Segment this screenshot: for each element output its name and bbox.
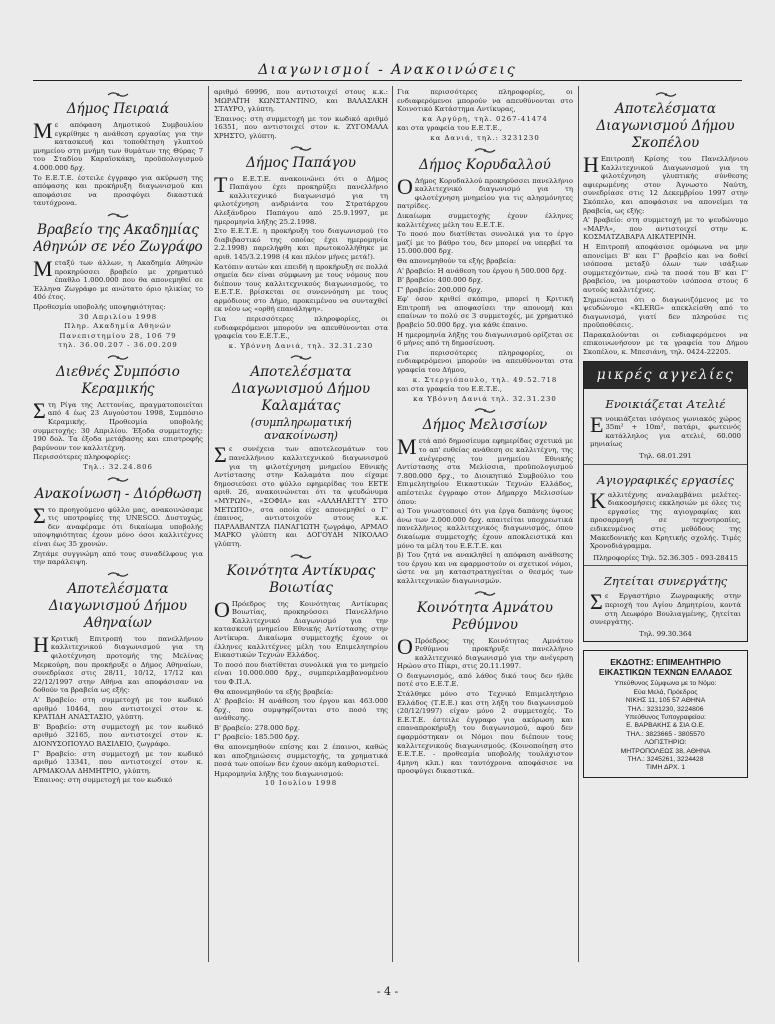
classified-text [590, 487, 741, 551]
classified-text [590, 411, 741, 449]
article-title: Δήμος Μελισσίων [422, 417, 548, 434]
paragraph-text: κ. Υβόννη Δανιά, τηλ. 32.31.230 [228, 341, 374, 350]
column-divider [578, 86, 579, 962]
paragraph-text: Έπαινος: στη συμμετοχή με τον κωδικό [33, 776, 173, 785]
publisher-line: Εύα Μελά, Πρόεδρος [633, 688, 698, 696]
article [33, 354, 203, 472]
article-title: Κοινότητα Αντίκυρας Βοιωτίας [226, 562, 376, 596]
paragraph-text: κα Αργύρη, τηλ. 0267-41474 [422, 114, 548, 123]
column-1 [33, 88, 203, 962]
paragraph-text: Ζητάμε συγγνώμη από τους συναδέλφους για την παράλειψη. [33, 549, 203, 567]
paragraph-text: αριθμό 69996, που αντιστοιχεί στους κ.κ.: ΜΩΡΑΪΤΗ ΚΩΝΣΤΑΝΤΙΝΟ, και ΒΑΛΑΣΑΚΗ ΣΤΑΥΡΟ, γλύπτη. [214, 88, 388, 114]
section-title: Διαγωνισμοί - Ανακοινώσεις [258, 62, 517, 78]
article [583, 91, 748, 357]
paragraph-text: ο Ε.Ε.Τ.Ε. ανακοινώνει ότι ο Δήμος Παπάγου έχει προκηρύξει πανελλήνιο καλλιτεχνικό διαγωνισμό για τη φιλοτέχνηση ανδριάντα του Στρατάρχου Αλεξάνδρου Παπάγου από 25.9.1997, με ημερομηνία λήξης 25.2.1998. [214, 174, 388, 226]
paragraph-text: Σημειώνεται ότι ο διαγωνιζόμενος με το ψευδώνυμο «KLERG» απεκλείσθη από το διαγωνισμό, γιατί δεν πληρούσε τις προϋποθέσεις. [583, 295, 748, 330]
ornament-icon [33, 571, 203, 580]
paragraph-text: Το ποσό που διατίθεται συνολικά για το μνημείο είναι 10.000.000 δρχ., συμπεριλαμβανομένου του Φ.Π.Α. [214, 660, 388, 686]
article-paragraph [214, 442, 388, 548]
publisher-line: ΝΙΚΗΣ 11, 105 57 ΑΘΗΝΑ [625, 697, 706, 705]
publisher-line: ΤΗΛ.: 3823665 - 3805570 [626, 730, 705, 738]
article-paragraph [33, 303, 203, 312]
paragraph-text: Ο διαγωνισμός, από λάθος δικό τους δεν ήλθε ποτέ στο Ε.Ε.Τ.Ε. [397, 671, 573, 689]
paragraph-text: το προηγούμενο φύλλο μας, ανακοινώσαμε τις υποτροφίες της UNESCO. Δυστυχώς, δεν αναφέραμε ότι δικαίωμα υποβολής υποψηφιότητας έχουν μόνο όσοι καλλιτέχνες είναι έως 35 χρονών. [33, 505, 203, 548]
article-paragraph [583, 296, 748, 330]
article-paragraph [214, 743, 388, 769]
drop-cap: Η [33, 631, 49, 657]
publisher-title: ΕΚΔΟΤΗΣ: ΕΠΙΜΕΛΗΤΗΡΙΟ ΕΙΚΑΣΤΙΚΩΝ ΤΕΧΝΩΝ ΕΛΛΑΔΟΣ [598, 657, 733, 678]
classified-ad [584, 389, 747, 465]
drop-cap: Ο [397, 173, 413, 199]
article-paragraph [214, 770, 388, 779]
paragraph-text: Πρόεδρος της Κοινότητας Αμνάτου Ρεθύμνου προκήρυξε πανελλήνιο καλλιτεχνικό διαγωνισμό για την ανέγερση Ηρώου στο Πίκρι, στις 20.11.1997. [397, 636, 573, 671]
paragraph-text: Θα απονεμηθούν τα εξής βραβεία: [397, 256, 517, 265]
article-paragraph [397, 286, 573, 295]
article-title: Δήμος Πειραιά [66, 101, 170, 117]
article-title: Δήμος Παπάγου [246, 154, 356, 171]
column-3 [397, 88, 573, 962]
article-paragraph [397, 212, 573, 229]
paragraph-text: ετά από δημοσίευμα εφημερίδας σχετικά με το απ' ευθείας ανάθεση σε καλλιτέχνη, της ανέγερσης του μνημείου Εθνικής Αντίστασης στα Μελίσσια, προϋπολογισμού 7.800.000 δρχ., το Διοικητικό Συμβούλιο του Επιμελητηρίου Εικαστικών Τεχνών Ελλάδος, απέστειλε έγγραφο στον Δήμαρχο Μελισσίων όπου: [397, 437, 573, 506]
article-paragraph [33, 723, 203, 749]
article-paragraph [214, 115, 388, 141]
ornament-icon [33, 476, 203, 485]
publisher-lines [589, 680, 742, 772]
paragraph-text: Επιτροπή Κρίσης του Πανελλήνιου Καλλιτεχνικού Διαγωνισμού για τη φιλοτέχνηση γλυπτικής σύνθεσης αφιερωμένης στον Άγνωστο Ναύτη, συνεδρίασε στις 12 Δεκεμβρίου 1997 στην Σκόπελο, και αποφάσισε να απονείμει τα βραβεία, ως εξής: [583, 155, 748, 215]
article [214, 88, 388, 141]
drop-cap: Κ [590, 487, 606, 513]
classifieds-list [584, 389, 747, 642]
classified-body: αλλιτέχνης αναλαμβάνει μελέτες-διακοσμήσεις εκκλησιών με όλες τις εργασίες της αγιογραφίας και προσαρμογή σε τεχνοτροπίες, ειδικευμένος στις μεθόδους της Μακεδονικής και Κρητικής σχολής. Τιμές Χρονοδιάγραμμα. [590, 490, 741, 551]
classified-title: Αγιογραφικές εργασίες [597, 472, 734, 487]
ornament-icon [214, 553, 388, 562]
article-paragraph [214, 661, 388, 687]
article [397, 590, 573, 777]
paragraph-text: Στάλθηκε μόνο στο Τεχνικό Επιμελητήριο Ελλάδος (Τ.Ε.Ε.) και στη λήξη του διαγωνισμού (20/12/1997) είχαν μόνο 2 συμμετοχές. Το Ε.Ε.Τ.Ε. έστειλε έγγραφο για ακύρωση και επαναπροκήρυξη του διαγωνισμού, αφού δεν εφαρμόστηκαν οι Νόμοι που διέπουν τους καλλιτεχνικούς διαγωνισμούς. (Κοινοποίηση στο Ε.Ε.Τ.Ε. - προθεσμία υποβολής τουλάχιστον 4μηνη κλπ.) και ταυτόχρονα αποφάσισε να προσφύγει δικαστικά. [397, 690, 573, 776]
article-paragraph [214, 724, 388, 733]
paragraph-text: Ημερομηνία λήξης του διαγωνισμού: [214, 769, 344, 778]
drop-cap: Ε [590, 411, 604, 437]
article-title: Διεθνές Συμπόσιο Κεραμικής [56, 363, 180, 397]
classified-body: ε Εργαστήριο Ζωγραφικής στην περιοχή του Αγίου Δημητρίου, κοντά στη Λεωφόρο Βουλιαγμένης, ζητείται συνεργάτης. [590, 592, 741, 627]
classified-ad [584, 465, 747, 567]
paragraph-text: και στα γραφεία του Ε.Ε.Τ.Ε., [397, 385, 502, 394]
publisher-line: Υπεύθυνος Σύμφωνα με το Νόμο: [614, 680, 717, 688]
drop-cap: Ο [397, 633, 413, 659]
article [397, 88, 573, 143]
article-paragraph [397, 124, 573, 133]
article-paragraph [397, 385, 573, 394]
article [214, 354, 388, 548]
article-paragraph [397, 134, 573, 143]
paragraph-text: Για περισσότερες πληροφορίες, οι ενδιαφερόμενοι μπορούν να απευθύνονται στο Κοινοτικό Κατάστημα Αντίκυρας, [397, 88, 573, 114]
paragraph-text: εταξύ των άλλων, η Ακαδημία Αθηνών προκηρύσσει βραβείο με χρηματικό έπαθλο 1.000.000 που θα απονεμηθεί σε Έλληνα Ζωγράφο με ανώτατο όριο ηλικίας το 40ό έτος. [33, 258, 203, 302]
header-rule [33, 80, 742, 81]
article-paragraph [214, 171, 388, 227]
article-paragraph [214, 779, 388, 788]
paragraph-text: Δικαίωμα συμμετοχής έχουν έλληνες καλλιτέχνες μέλη του Ε.Ε.Τ.Ε. [397, 211, 573, 229]
article [33, 212, 203, 350]
paragraph-text: τηλ. 36.00.207 - 36.00.209 [58, 341, 178, 350]
publisher-line: ΤΗΛ.: 3245261, 3224428 [627, 756, 704, 763]
column-divider [392, 86, 393, 962]
drop-cap: Ο [214, 596, 230, 622]
paragraph-text: Πληρ. Ακαδημία Αθηνών [64, 322, 172, 331]
classifieds-box [583, 361, 748, 643]
article-paragraph [214, 263, 388, 315]
article-paragraph [214, 596, 388, 660]
publisher-box [583, 650, 748, 777]
article-paragraph [397, 267, 573, 276]
ornament-icon [214, 145, 388, 154]
paragraph-text: Α' βραβείο: Η ανάθεση του έργου και 463.000 δρχ., που συμψηφίζονται στο ποσό της ανάθεσης. [214, 697, 388, 723]
article [214, 145, 388, 351]
paragraph-text: Α' βραβείο: Η ανάθεση του έργου ή 500.000 δρχ. [397, 266, 567, 275]
article-paragraph [33, 750, 203, 776]
article-paragraph [397, 672, 573, 689]
classified-body: νοικιάζεται ισόγειος γωνιακός χώρος 35m² + 10m², πατάρι, φωτεινός κατάλληλος για ατελιέ, 60.000 μηνιαίως [590, 414, 741, 449]
article-paragraph [214, 315, 388, 341]
paragraph-text: κα Υβόννη Δανιά τηλ. 32.31.230 [413, 394, 557, 403]
paragraph-text: Θα απονεμηθούν τα εξής βραβεία: [214, 687, 334, 696]
paragraph-text: ε απόφαση Δημοτικού Συμβουλίου εγκρίθηκε η ανάθεση εργασίας για την κατασκευή και τοποθέτηση γλυπτού μνημείου στη μνήμη των θυμάτων της Θύρας 7 του Σταδίου Καραϊσκάκη, προϋπολογισμού 4.000.000 δρχ. [33, 121, 203, 172]
page-number: - 4 - [376, 985, 399, 998]
classifieds-header: μικρές αγγελίες [584, 362, 747, 389]
article-title: Αποτελέσματα Διαγωνισμού Δήμου Καλαμάτας [231, 364, 371, 415]
classified-text [590, 589, 741, 627]
article-paragraph [397, 395, 573, 404]
article-paragraph [33, 696, 203, 722]
paragraph-text: Για περισσότερες πληροφορίες, οι ενδιαφερόμενοι μπορούν να απευθύνονται στα γραφεία του Ε.Ε.Τ.Ε., [214, 315, 388, 341]
article-title: Αποτελέσματα Διαγωνισμού Δήμου Αθηναίων [48, 580, 188, 631]
drop-cap: Τ [214, 171, 228, 197]
article-subtitle: (συμπληρωματική ανακοίνωση) [250, 416, 352, 443]
paragraph-text: 10 Ιουλίου 1998 [264, 779, 338, 788]
article-paragraph [397, 551, 573, 585]
ornament-icon [397, 147, 573, 156]
article-paragraph [397, 230, 573, 256]
article-paragraph [33, 453, 203, 462]
article [397, 147, 573, 404]
article-paragraph [397, 295, 573, 329]
drop-cap: Μ [397, 434, 417, 460]
ornament-icon [33, 91, 203, 100]
paragraph-text: κα Δανιά, τηλ.: 3231230 [430, 133, 540, 142]
ornament-icon [397, 407, 573, 416]
article-title: Δήμος Κορυδαλλού [419, 156, 551, 173]
column-4-articles [583, 91, 748, 357]
article-paragraph [583, 216, 748, 242]
article [397, 407, 573, 585]
paragraph-text: και στα γραφεία του Ε.Ε.Τ.Ε., [397, 124, 502, 133]
paragraph-text: Το ποσό που διατίθεται συνολικά για το έργο μαζί με το βάθρο του, δεν μπορεί να υπερβεί τα 15.000.000 δρχ. [397, 230, 573, 256]
article-paragraph [397, 173, 573, 211]
ornament-icon [397, 590, 573, 599]
article [214, 553, 388, 788]
article-paragraph [214, 227, 388, 261]
article-title: Κοινότητα Αμνάτου Ρεθύμνου [417, 599, 553, 633]
article-paragraph [583, 331, 748, 357]
paragraph-text: 30 Απριλίου 1998 [78, 312, 158, 321]
paragraph-text: Β' βραβείο: 400.000 δρχ. [397, 276, 484, 285]
article-paragraph [33, 313, 203, 322]
article-title: Ανακοίνωση - Διόρθωση [34, 485, 202, 502]
article-paragraph [583, 243, 748, 295]
paragraph-text: Πρόεδρος της Κοινότητας Αντίκυρας Βοιωτίας, προκηρύσσει Πανελλήνιο Καλλιτεχνικό Διαγωνισμό για την κατασκευή μνημείου Εθνικής Αντίστασης στην Αντίκυρα. Δικαίωμα συμμετοχής έχουν οι έλληνες καλλιτέχνες μέλη του Επιμελητηρίου Εικαστικών Τεχνών Ελλάδος. [214, 599, 388, 660]
article-paragraph [33, 550, 203, 567]
article-paragraph [397, 633, 573, 671]
ornament-icon [33, 212, 203, 221]
paragraph-text: Παρακαλούνται οι ενδιαφερόμενοι να επικοινωνήσουν με τα γραφεία του Δήμου Σκοπέλου, κ. Μπεσιάνη, τηλ. 0424-22205. [583, 330, 748, 357]
paragraph-text: Έπαινος: στη συμμετοχή με τον κωδικό αριθμό 16351, που αντιστοιχεί στον κ. ΖΥΓΟΜΑΛΑ ΧΡΗΣΤΟ, γλύπτη. [214, 114, 388, 140]
ornament-icon [33, 354, 203, 363]
drop-cap: Μ [33, 118, 53, 143]
classified-phone: Τηλ. 99.30.364 [639, 629, 692, 638]
article-paragraph [214, 88, 388, 114]
paragraph-text: Για περισσότερες πληροφορίες, οι ενδιαφερόμενοι μπορούν να απευθύνονται στα γραφεία του Δήμου, [397, 348, 573, 375]
classified-phone: Πληροφορίες Τηλ. 52.36.305 - 093-28415 [593, 553, 738, 562]
article-paragraph [397, 507, 573, 550]
article-paragraph [214, 342, 388, 351]
article-title: Βραβείο της Ακαδημίας Αθηνών σε νέο Ζωγράφο [33, 221, 203, 255]
paragraph-text: Η ημερομηνία λήξης του διαγωνισμού ορίζεται σε 6 μήνες από τη δημοσίευση. [397, 330, 573, 348]
column-2 [214, 88, 388, 962]
paragraph-text: β) Του ζητά να ανακληθεί η απόφαση ανάθεσης του έργου και να εφαρμοστούν οι σχετικοί νόμοι, ώστε να μη καταστρατηγείται ο θεσμός των καλλιτεχνικών διαγωνισμών. [397, 551, 573, 585]
paragraph-text: τη Ρίγα της Λεττονίας, πραγματοποιείται από 4 έως 23 Αυγούστου 1998, Συμπόσιο Κεραμικής. Προθεσμία υποβολής συμμετοχής: 30 Απριλίου. Έξοδα συμμετοχής: 190 δολ. Τα έξοδα μετάβασης και επιστροφής βαρύνουν τον καλλιτέχνη. [33, 400, 203, 452]
article-paragraph [214, 733, 388, 742]
paragraph-text: Πανεπιστημίου 28, 106 79 [59, 331, 177, 340]
paragraph-text: Α' Βραβείο: στη συμμετοχή με τον κωδικό αριθμό 10464, που αντιστοιχεί στον κ. ΚΡΑΤΙΔΗ ΑΝΑΣΤΑΣΙΟ, γλύπτη. [33, 695, 203, 722]
article-paragraph [33, 397, 203, 453]
article-paragraph [397, 376, 573, 385]
paragraph-text: Γ' βραβείο: 185.500 δρχ. [214, 733, 300, 742]
paragraph-text: Προθεσμία υποβολής υποψηφιότητας: [33, 302, 166, 311]
paragraph-text: Γ' Βραβείο: στη συμμετοχή με τον κωδικό αριθμό 13341, που αντιστοιχεί στον κ. ΑΡΜΑΚΟΛΑ ΔΗΜΗΤΡΙΟ, γλύπτη. [33, 749, 203, 775]
article-paragraph [214, 697, 388, 723]
classified-phone: Τηλ. 68.01.291 [639, 452, 692, 461]
ornament-icon [583, 91, 748, 100]
article-paragraph [33, 631, 203, 695]
paragraph-text: Τηλ.: 32.24.806 [83, 463, 153, 472]
paragraph-text: κ. Στεργιόπουλο, τηλ. 49.52.718 [412, 375, 558, 384]
classified-title: Ενοικιάζεται Ατελιέ [605, 396, 726, 411]
article-paragraph [33, 502, 203, 549]
paragraph-text: α) Του γνωστοποιεί ότι για έργα δαπάνης ύψους άνω των 2.000.000 δρχ. απαιτείται υποχρεωτικά πανελλήνιος καλλιτεχνικός διαγωνισμός, όπου δικαίωμα συμμετοχής έχουν αποκλειστικά και μόνο τα μέλη του Ε.Ε.Τ.Ε. και [397, 507, 573, 550]
article-paragraph [33, 118, 203, 173]
drop-cap: Σ [33, 397, 46, 423]
article [33, 91, 203, 208]
article-paragraph [33, 463, 203, 472]
drop-cap: Μ [33, 255, 53, 281]
article-paragraph [33, 776, 203, 785]
paragraph-text: Κριτική Επιτροπή του πανελλήνιου καλλιτεχνικού διαγωνισμού για τη φιλοτέχνηση προτομής της Μελίνας Μερκούρη, που προκήρυξε ο Δήμος Αθηναίων, συνεδρίασε στις 28/11, 10/12, 17/12 και 22/12/1997 στην Αθήνα και αποφάσισαν να δοθούν τα βραβεία ως εξής: [33, 634, 203, 695]
article-paragraph [33, 174, 203, 208]
publisher-line: ΜΗΤΡΟΠΟΛΕΩΣ 38, ΑΘΗΝΑ [620, 747, 711, 755]
paragraph-text: Η Επιτροπή αποφάσισε ομόφωνα να μην απονείμει Β' και Γ' βραβείο και να δοθεί ισόποσα μεταξύ όλων των ισάξιων συμμετεχόντων, ενώ τα ποσά του Β' και Γ' βραβείου, να μοιραστούν ισόποσα στους 6 αυτούς καλλιτέχνες. [583, 242, 748, 294]
publisher-line: Υπεύθυνος Τυπογραφείου: [625, 713, 706, 721]
drop-cap: Σ [214, 442, 227, 468]
ornament-icon [214, 354, 388, 363]
paragraph-text: Εφ' όσον κριθεί σκόπιμο, μπορεί η Κριτική Επιτροπή να αποφασίσει την απονομή και επαίνων το πολύ σε 3 συμμετοχές, με χρηματικό βραβείο 50.000 δρχ. για κάθε έπαινο. [397, 295, 573, 330]
paragraph-text: Γ' βραβείο: 200.000 δρχ. [397, 285, 483, 294]
article-paragraph [397, 349, 573, 375]
drop-cap: Η [583, 152, 599, 177]
article-title: Αποτελέσματα Διαγωνισμού Δήμου Σκοπέλου [596, 101, 735, 151]
column-4 [583, 88, 748, 962]
article [33, 476, 203, 567]
article-paragraph [33, 341, 203, 350]
article-paragraph [397, 434, 573, 506]
publisher-line: ΤΗΛ.: 3231230, 3224806 [627, 705, 704, 713]
article-paragraph [397, 115, 573, 124]
article-paragraph [397, 331, 573, 348]
article-paragraph [397, 690, 573, 776]
paragraph-text: Δήμος Κορυδαλλού προκηρύσσει πανελλήνιο καλλιτεχνικό διαγωνισμό για τη φιλοτέχνηση μνημείου για τις αλησμόνητες πατρίδες. [397, 176, 573, 211]
paragraph-text: Β' Βραβείο: στη συμμετοχή με τον κωδικό αριθμό 32165, που αντιστοιχεί στον κ. ΔΙΟΝΥΣΟΠΟΥΛΟ ΒΑΣΙΛΕΙΟ, ζωγράφο. [33, 722, 203, 748]
drop-cap: Σ [590, 589, 603, 615]
article-paragraph [397, 276, 573, 285]
paragraph-text: Θα απονεμηθούν επίσης και 2 έπαινοι, καθώς και αποζημιώσεις συμμετοχής, τα χρηματικά ποσά των οποίων δεν έχουν ακόμη καθοριστεί. [214, 743, 388, 769]
column-divider [208, 86, 209, 962]
classified-title: Ζητείται συνεργάτης [603, 574, 728, 589]
article-paragraph [33, 332, 203, 341]
paragraph-text: Κατόπιν αυτών και επειδή η προκήρυξη σε πολλά σημεία δεν είναι σύμφωνη με τους νόμους που διέπουν τους καλλιτεχνικούς διαγωνισμούς, το Ε.Ε.Τ.Ε. βρίσκεται σε συνεννόηση με τους αρμόδιους στο Δήμο, προκειμένου να συνταχθεί εκ νέου ως «ορθή επανάληψη». [214, 262, 388, 314]
paragraph-text: Στο Ε.Ε.Τ.Ε. η προκήρυξη του διαγωνισμού (το διαβιβαστικό της οποίας έχει ημερομηνία 2.2.1998) παρελήφθη και πρωτοκολλήθηκε με αριθ. 145/3.2.1998 (4 και πλέον μήνες μετά!). [214, 227, 388, 261]
publisher-line: ΤΙΜΗ ΔΡΧ. 1 [645, 764, 686, 772]
drop-cap: Σ [33, 502, 46, 528]
article-paragraph [214, 688, 388, 697]
article-paragraph [583, 152, 748, 215]
classified-ad [584, 566, 747, 641]
article-paragraph [33, 322, 203, 331]
article-paragraph [397, 257, 573, 266]
paragraph-text: Α' βραβείο: στη συμμετοχή με το ψευδώνυμο «ΜΑΡΑ», που αντιστοιχεί στην κ. ΚΟΣΜΑΤΖΑΒΑΡΑ ΑΙΚΑΤΕΡΙΝΗ. [583, 216, 748, 242]
paragraph-text: Το Ε.Ε.Τ.Ε. έστειλε έγγραφο για ακύρωση της απόφασης και προκήρυξη διαγωνισμού και αποφάσισε να προσφύγει δικαστικά ταυτόχρονα. [33, 173, 203, 208]
article [33, 571, 203, 785]
paragraph-text: ε συνέχεια των αποτελεσμάτων του πανελλήνιου καλλιτεχνικού διαγωνισμού για τη φιλοτέχνηση μνημείου Εθνικής Αντίστασης στην Καλαμάτα που είχαμε δημοσιεύσει στο φύλλο εφημερίδας του ΕΕΤΕ αριθ. 26, ανακοινώνεται ότι τα ψευδώνυμα «ΜΥΡΩΝ», «ΣΟΦΙΑ» και «ΑΛΛΗΛΕΓΓΥ ΣΤΟ ΜΕΤΩΠΟ», στα οποία είχε απονεμηθεί ο Γ' έπαινος, αντιστοιχούν στους κ.κ. ΠΑΡΛΑΒΑΝΤΖΑ ΠΑΝΑΓΙΩΤΗ ζωγράφο, ΑΡΜΑΟ ΜΑΡΚΟ γλύπτη και ΔΟΓΟΥΔΗ ΝΙΚΟΛΑΟ γλύπτη. [214, 445, 388, 548]
paragraph-text: Περισσότερες πληροφορίες: [33, 453, 131, 462]
article-paragraph [397, 88, 573, 114]
article-paragraph [33, 255, 203, 302]
publisher-line: ΛΟΓΙΣΤΗΡΙΟ: [644, 739, 687, 747]
paragraph-text: Β' βραβείο: 278.000 δρχ. [214, 723, 301, 732]
publisher-line: Ε. ΒΑΡΒΑΚΗΣ & ΣΙΑ Ο.Ε. [626, 722, 705, 730]
